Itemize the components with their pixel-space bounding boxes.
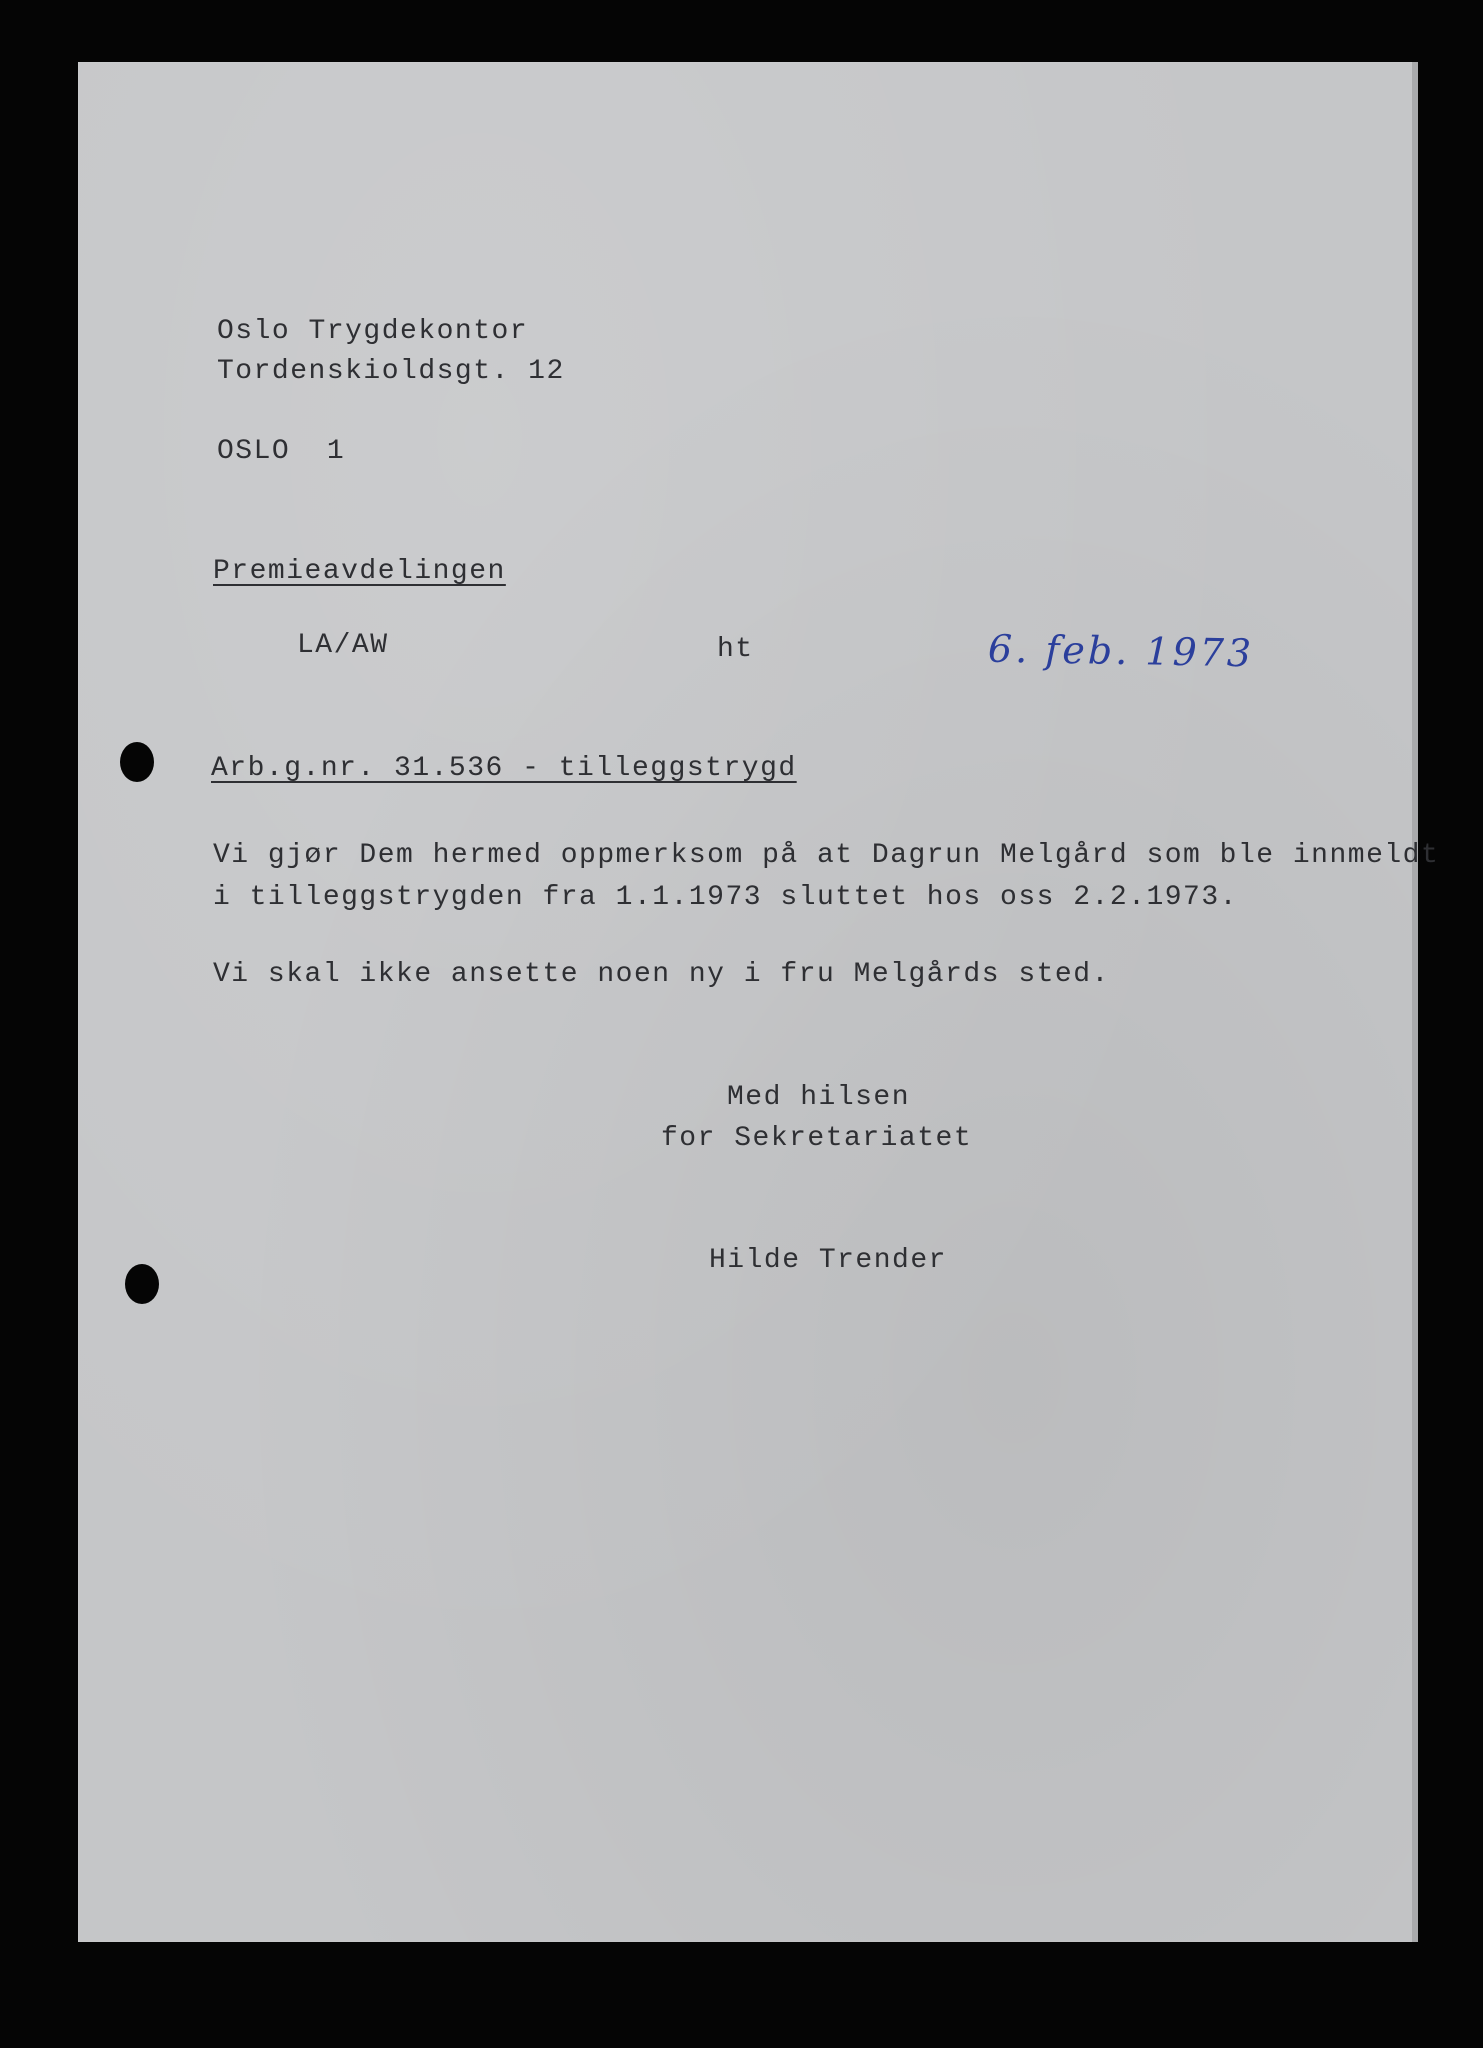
signatory-name: Hilde Trender bbox=[709, 1245, 947, 1276]
closing-greeting: Med hilsen bbox=[727, 1082, 911, 1113]
recipient-name: Oslo Trygdekontor bbox=[217, 316, 529, 347]
body-line-3: Vi skal ikke ansette noen ny i fru Melgårds sted. bbox=[213, 959, 1110, 990]
reference-ht: ht bbox=[717, 634, 754, 665]
handwritten-date: 6. feb. 1973 bbox=[987, 626, 1255, 676]
body-line-1: Vi gjør Dem hermed oppmerksom på at Dagrun Melgård som ble innmeldt bbox=[213, 840, 1440, 871]
recipient-street: Tordenskioldsgt. 12 bbox=[217, 356, 565, 387]
paper-edge bbox=[1412, 62, 1418, 1942]
closing-organization: for Sekretariatet bbox=[661, 1123, 973, 1154]
body-line-2: i tilleggstrygden fra 1.1.1973 sluttet hos oss 2.2.1973. bbox=[213, 882, 1238, 913]
punch-hole-bottom bbox=[125, 1264, 159, 1304]
reference-initials: LA/AW bbox=[297, 630, 389, 661]
department-heading: Premieavdelingen bbox=[213, 556, 506, 587]
punch-hole-top bbox=[120, 742, 154, 782]
recipient-city: OSLO 1 bbox=[217, 436, 346, 467]
subject-line: Arb.g.nr. 31.536 - tilleggstrygd bbox=[211, 753, 797, 784]
